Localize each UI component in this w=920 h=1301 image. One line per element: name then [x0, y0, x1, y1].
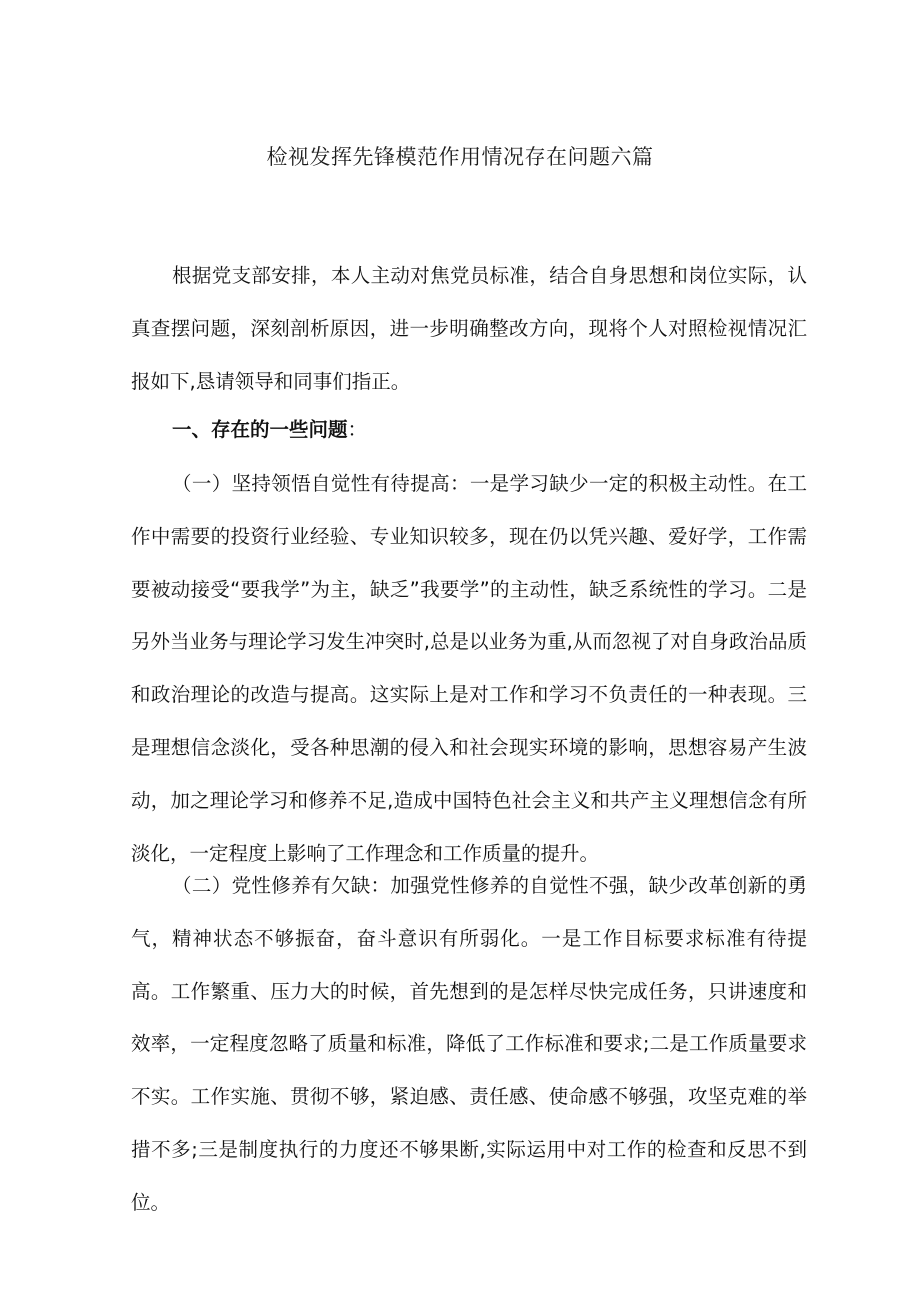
section-heading-colon: ： — [347, 418, 368, 441]
intro-paragraph: 根据党支部安排，本人主动对焦党员标准，结合自身思想和岗位实际，认真查摆问题，深刻剖析原因，进一步明确整改方向，现将个人对照检视情况汇报如下,恳请领导和同事们指正。 — [131, 264, 807, 393]
section-heading — [131, 404, 807, 457]
paragraph-one: （一）坚持领悟自觉性有待提高：一是学习缺少一定的积极主动性。在工作中需要的投资行业经验、专业知识较多，现在仍以凭兴趣、爱好学，工作需要被动接受“要我学”为主，缺乏”我要学”的主动性，缺乏系统性的学习。二是另外当业务与理论学习发生冲突时,总是以业务为重,从而忽视了对自身政治品质和政治理论的改造与提高。这实际上是对工作和学习不负责任的一种表现。三是理想信念淡化，受各种思潮的侵入和社会现实环境的影响，思想容易产生波动，加之理论学习和修养不足,造成中国特色社会主义和共产主义理想信念有所淡化，一定程度上影响了工作理念和工作质量的提升。 — [131, 472, 807, 865]
paragraph-two: （二）党性修养有欠缺：加强党性修养的自觉性不强，缺少改革创新的勇气，精神状态不够振奋，奋斗意识有所弱化。一是工作目标要求标准有待提高。工作繁重、压力大的时候，首先想到的是怎样尽快完成任务，只讲速度和效率，一定程度忽略了质量和标准，降低了工作标准和要求;二是工作质量要求不实。工作实施、贯彻不够，紧迫感、责任感、使命感不够强，攻坚克难的举措不多;三是制度执行的力度还不够果断,实际运用中对工作的检查和反思不到位。 — [131, 874, 807, 1214]
document-title: 检视发挥先锋模范作用情况存在问题六篇 — [266, 145, 654, 169]
section-heading-label: 一、存在的一些问题 — [172, 418, 348, 441]
